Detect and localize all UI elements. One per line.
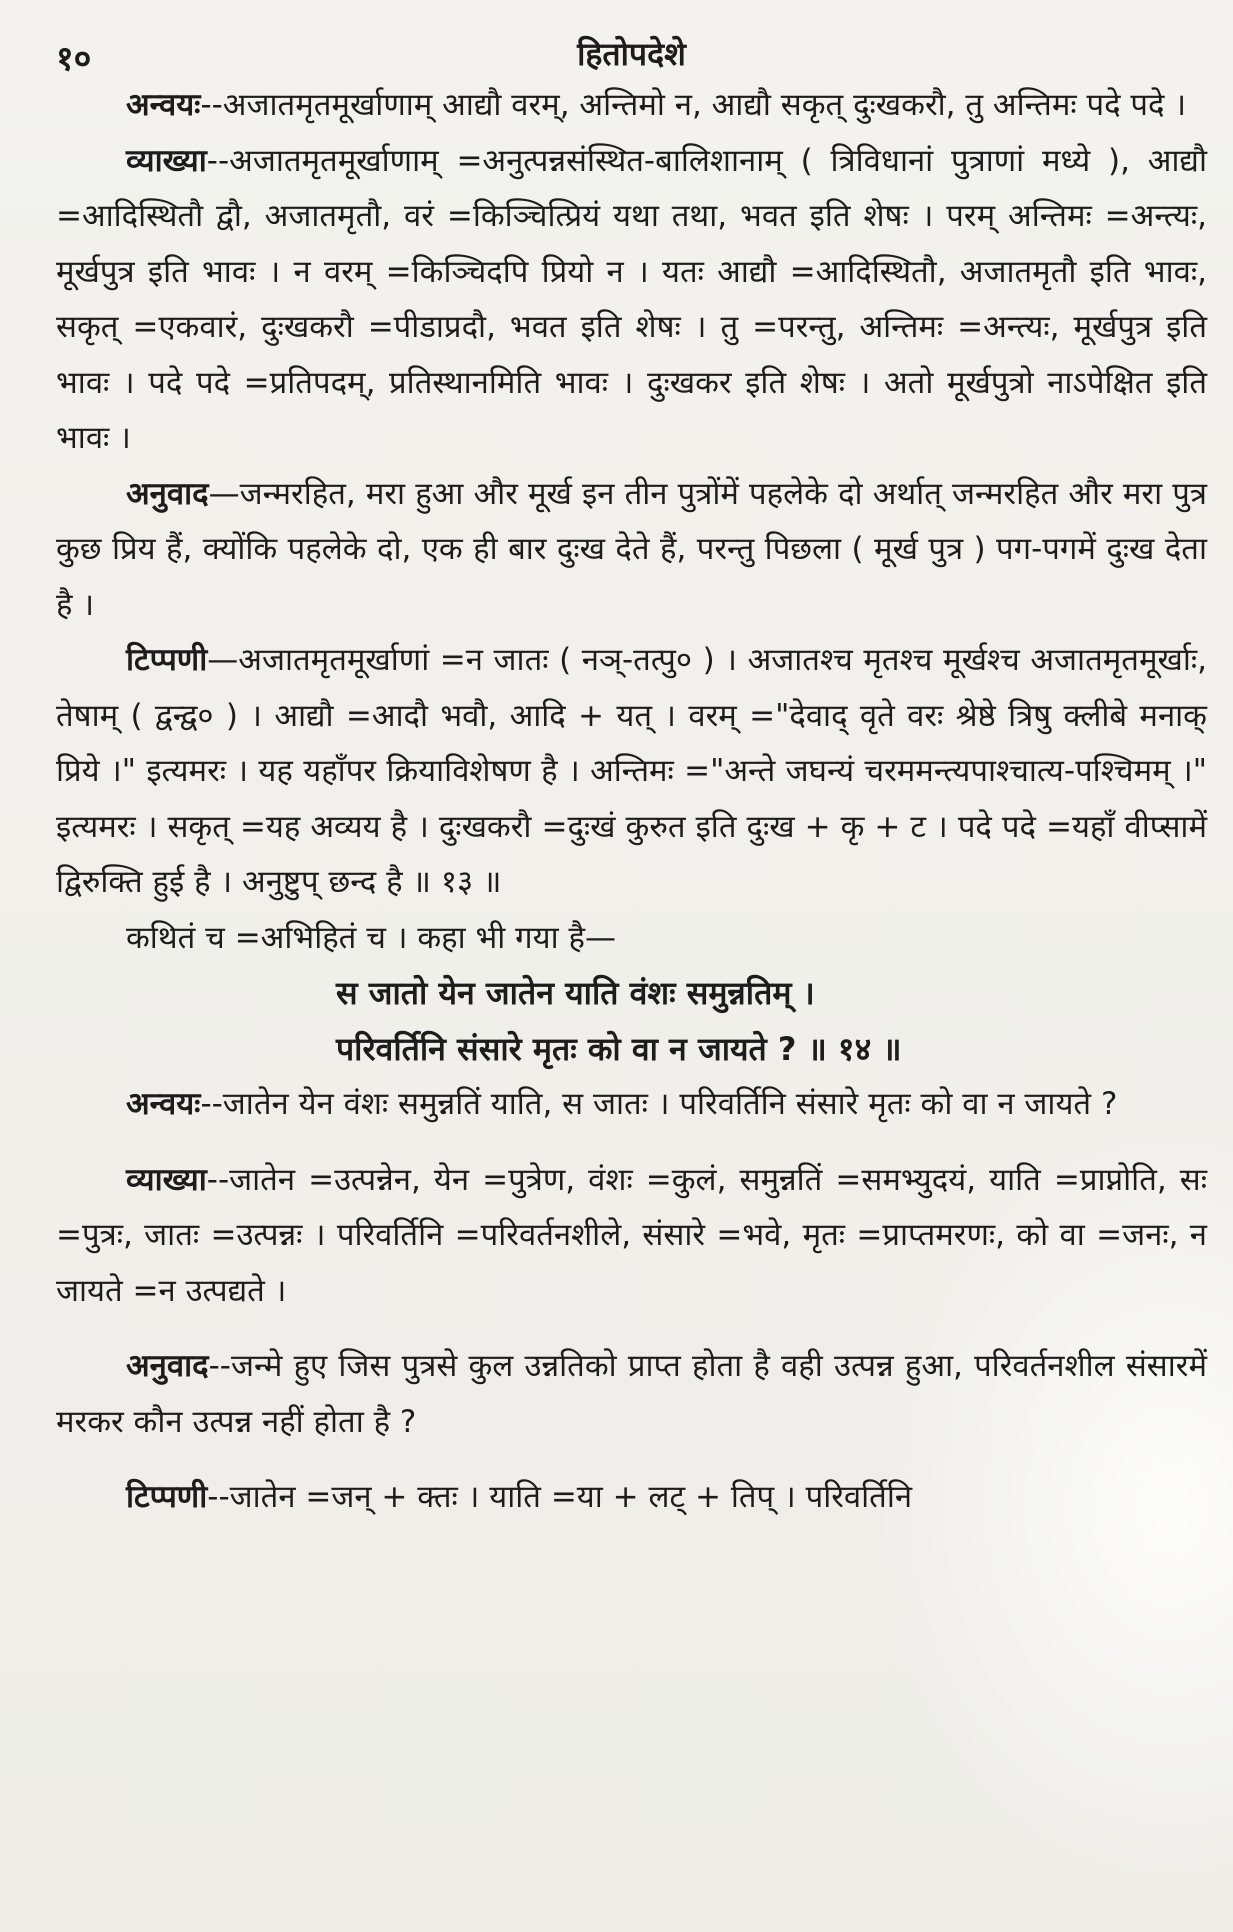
verse-intro-text: कथितं च =अभिहितं च । कहा भी गया है— [126, 919, 616, 956]
tippani-text: —अजातमृतमूर्खाणां =न जातः ( नञ्-तत्पु० ) । अजातश्च मृतश्च मूर्खश्च अजातमृतमूर्खाः, तेषाम् ( द्वन्द्व० ) । आद्यौ =आदौ भवौ, आदि + यत् । वरम् ="देवाद् वृते वरः श्रेष्ठे त्रिषु क्लीबे मनाक् प्रिये ।" इत्यमरः । यह यहाँपर क्रियाविशेषण है । अन्तिमः ="अन्ते जघन्यं चरममन्त्यपाश्चात्य-पश्चिमम् ।" इत्यमरः । सकृत् =यह अव्यय है । दुःखकरौ =दुःखं कुरुत इति दुःख + कृ + ट । पदे पदे =यहाँ वीप्सामें द्विरुक्ति हुई है । अनुष्टुप् छन्द है ॥ १३ ॥ [56, 642, 1207, 900]
anuvad-text: —जन्मरहित, मरा हुआ और मूर्ख इन तीन पुत्रोंमें पहलेके दो अर्थात् जन्मरहित और मरा पुत्र कुछ प्रिय हैं, क्योंकि पहलेके दो, एक ही बार दुःख देते हैं, परन्तु पिछला ( मूर्ख पुत्र ) पग-पगमें दुःख देता है । [56, 475, 1207, 623]
vyakhya-paragraph-1 [56, 134, 1207, 467]
tippani-label: टिप्पणी [126, 642, 208, 678]
anvaya-paragraph-1 [56, 78, 1207, 134]
anvaya-text: --जातेन येन वंशः समुन्नतिं याति, स जातः । परिवर्तिनि संसारे मृतः को वा न जायते ? [200, 1086, 1118, 1122]
running-header [56, 26, 1207, 78]
vyakhya-label: व्याख्या [126, 1161, 207, 1198]
page-body [56, 78, 1207, 1526]
vyakhya-text: --अजातमृतमूर्खाणाम् =अनुत्पन्नसंस्थित-बालिशानाम् ( त्रिविधानां पुत्राणां मध्ये ), आद्यौ =आदिस्थितौ द्वौ, अजातमृतौ, वरं =किञ्चित्प्रियं यथा तथा, भवत इति शेषः । परम् अन्तिमः =अन्त्यः, मूर्खपुत्र इति भावः । न वरम् =किञ्चिदपि प्रियो न । यतः आद्यौ =आदिस्थितौ, अजातमृतौ इति भावः, सकृत् =एकवारं, दुःखकरौ =पीडाप्रदौ, भवत इति शेषः । तु =परन्तु, अन्तिमः =अन्त्यः, मूर्खपुत्र इति भावः । पदे पदे =प्रतिपदम्, प्रतिस्थानमिति भावः । दुःखकर इति शेषः । अतो मूर्खपुत्रो नाऽपेक्षित इति भावः । [56, 142, 1207, 456]
anvaya-label: अन्वयः [126, 1086, 201, 1122]
verse-intro [56, 911, 1207, 967]
tippani-paragraph-2 [56, 1470, 1207, 1526]
anvaya-paragraph-2 [56, 1077, 1207, 1133]
verse-line-2: परिवर्तिनि संसारे मृतः को वा न जायते ? ॥ १४ ॥ [336, 1029, 902, 1068]
verse-line-1: स जातो येन जातेन याति वंशः समुन्नतिम् । [336, 974, 815, 1012]
tippani-paragraph-1 [56, 633, 1207, 911]
anvaya-text: --अजातमृतमूर्खाणाम् आद्यौ वरम्, अन्तिमो न, आद्यौ सकृत् दुःखकरौ, तु अन्तिमः पदे पदे । [200, 87, 1187, 123]
anuvad-label: अनुवाद [126, 1348, 209, 1384]
book-title: हितोपदेशे [577, 35, 686, 73]
tippani-label: टिप्पणी [126, 1479, 208, 1515]
anuvad-paragraph-2 [56, 1339, 1207, 1450]
vyakhya-label: व्याख्या [126, 142, 207, 179]
tippani-text: --जातेन =जन् + क्तः । याति =या + लट् + तिप् । परिवर्तिनि [207, 1479, 913, 1515]
vyakhya-text: --जातेन =उत्पन्नेन, येन =पुत्रेण, वंशः =कुलं, समुन्नतिं =समभ्युदयं, याति =प्राप्नोति, सः =पुत्रः, जातः =उत्पन्नः । परिवर्तिनि =परिवर्तनशीले, संसारे =भवे, मृतः =प्राप्तमरणः, को वा =जनः, न जायते =न उत्पद्यते । [56, 1161, 1207, 1309]
page-number: १० [56, 39, 92, 79]
vyakhya-paragraph-2 [56, 1153, 1207, 1320]
anuvad-text: --जन्मे हुए जिस पुत्रसे कुल उन्नतिको प्राप्त होता है वही उत्पन्न हुआ, परिवर्तनशील संसारमें मरकर कौन उत्पन्न नहीं होता है ? [56, 1348, 1207, 1440]
anuvad-paragraph-1 [56, 467, 1207, 634]
anvaya-label: अन्वयः [126, 87, 201, 123]
anuvad-label: अनुवाद [126, 475, 209, 512]
